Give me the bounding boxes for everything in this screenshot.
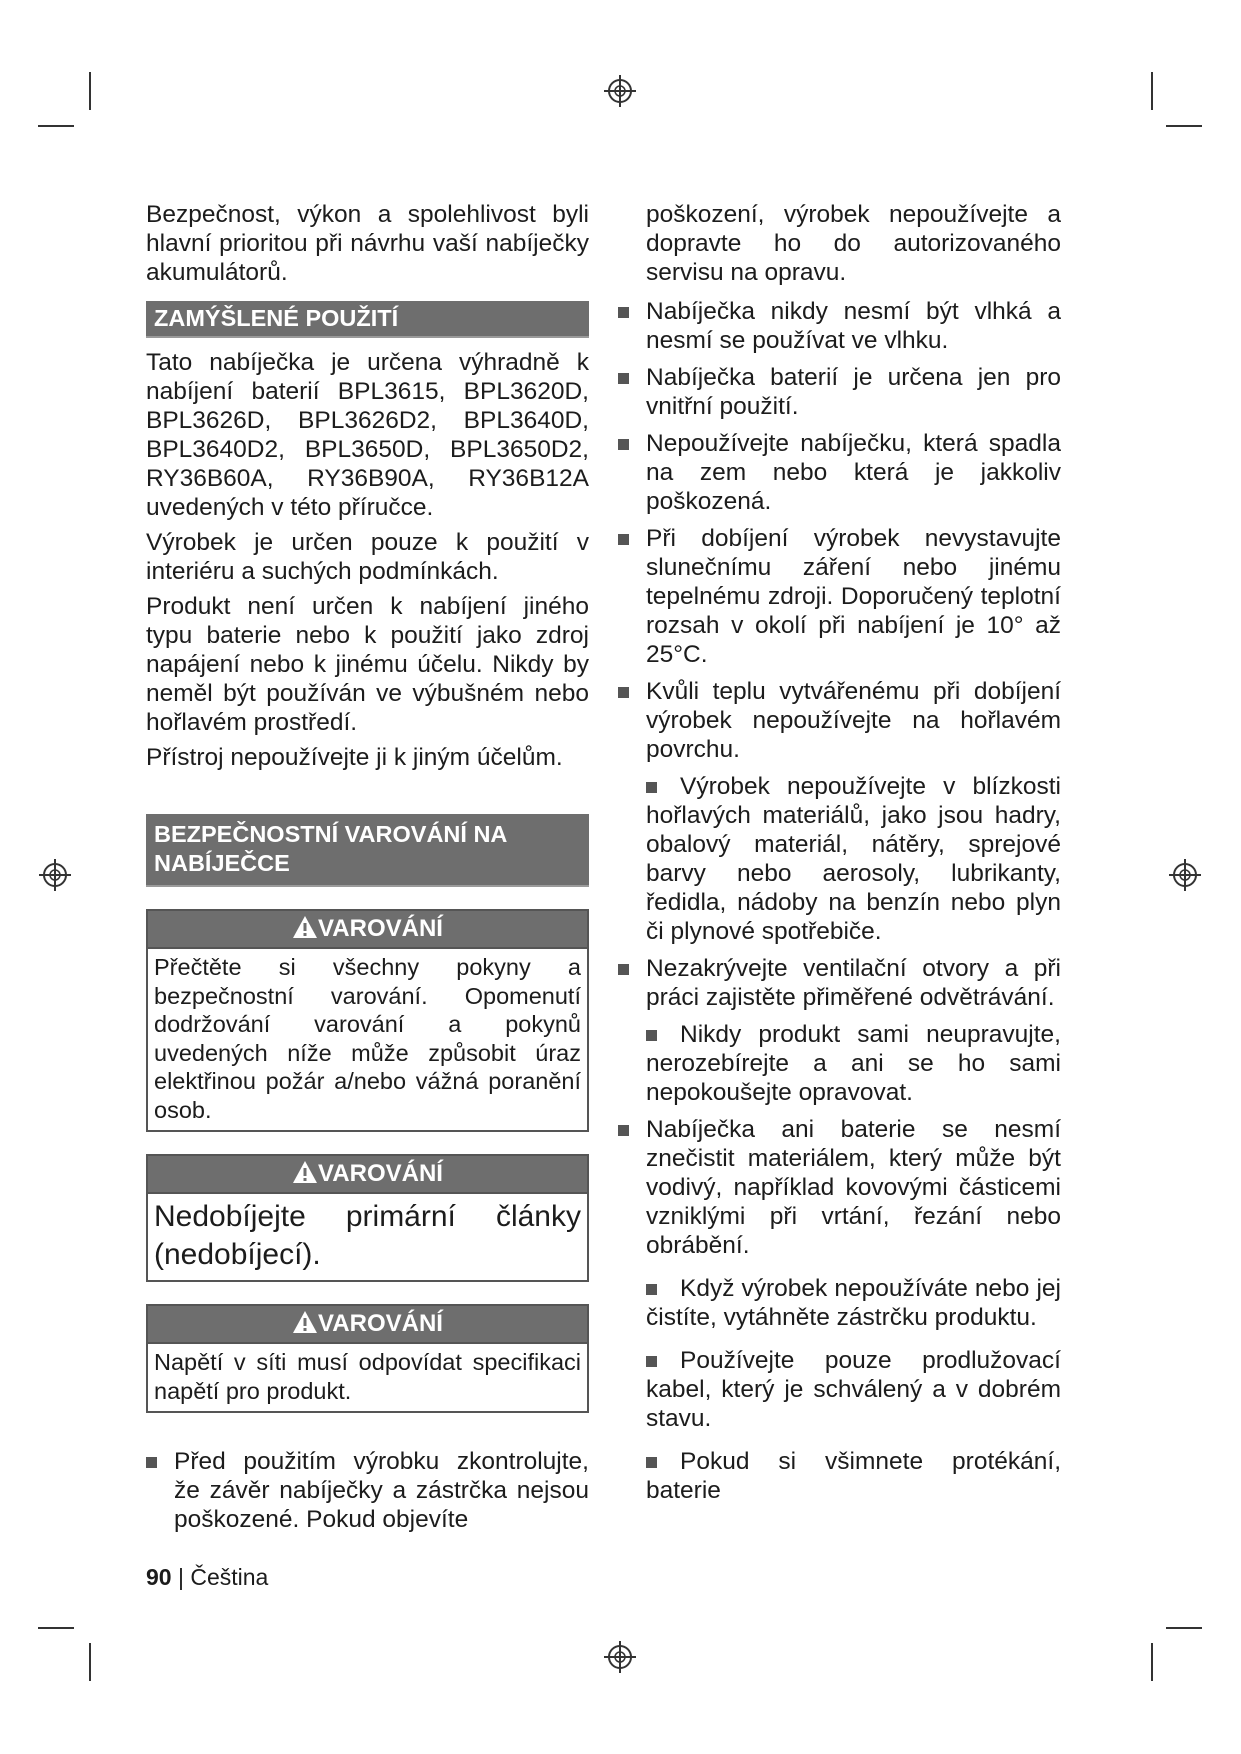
warning-text: Nedobíjejte primární články (nedobíjecí).	[154, 1200, 581, 1271]
warning-triangle-icon	[292, 1310, 318, 1334]
list-item-text: Používejte pouze prodlužovací kabel, který je schválený a v dobrém stavu.	[646, 1347, 1061, 1432]
warning-box	[146, 1154, 589, 1282]
warning-box	[146, 1304, 589, 1413]
warning-header	[148, 909, 587, 949]
bullet-icon	[618, 687, 629, 698]
intended-use-heading: ZAMÝŠLENÉ POUŽITÍ	[146, 301, 589, 338]
bullet-icon	[646, 782, 657, 793]
list-item-text: Při dobíjení výrobek nevystavujte slunečnímu záření nebo jinému tepelnému zdroji. Doporučený teplotní rozsah v okolí při nabíjení je 10° až 25°C.	[646, 525, 1061, 668]
list-item	[646, 1115, 1061, 1260]
intended-use-paragraph: Tato nabíječka je určena výhradně k nabíjení baterií BPL3615, BPL3620D, BPL3626D, BPL3626D2, BPL3640D, BPL3640D2, BPL3650D, BPL3650D2, RY36B60A, RY36B90A, RY36B12A uvedených v této příručce.	[146, 349, 589, 521]
list-item	[646, 1020, 1061, 1107]
intended-use-paragraph: Přístroj nepoužívejte ji k jiným účelům.	[146, 744, 563, 771]
crop-mark	[89, 1643, 91, 1681]
list-item	[646, 363, 1061, 421]
crop-mark	[1166, 1627, 1202, 1629]
bullet-icon	[618, 534, 629, 545]
list-item-text: Výrobek nepoužívejte v blízkosti hořlavých materiálů, jako jsou hadry, obalový materiál, nátěry, sprejové barvy nebo aerosoly, lubrikanty, ředidla, nádoby na benzín nebo plyn či plynové spotřebiče.	[646, 773, 1061, 945]
list-item-text: Nezakrývejte ventilační otvory a při práci zajistěte přiměřené odvětrávání.	[646, 955, 1061, 1011]
continuation-paragraph: poškození, výrobek nepoužívejte a dopravte ho do autorizovaného servisu na opravu.	[646, 201, 1061, 286]
list-item	[646, 1274, 1061, 1332]
list-item	[646, 954, 1061, 1012]
bullet-icon	[646, 1284, 657, 1295]
warning-header	[148, 1304, 587, 1344]
warning-triangle-icon	[292, 915, 318, 939]
warning-triangle-icon	[292, 1160, 318, 1184]
bullet-icon	[618, 964, 629, 975]
list-item	[146, 1447, 589, 1534]
crop-mark	[38, 125, 74, 127]
warning-title: VAROVÁNÍ	[318, 1310, 443, 1337]
warning-box	[146, 909, 589, 1132]
crop-mark	[89, 72, 91, 110]
warning-text: Napětí v síti musí odpovídat specifikaci napětí pro produkt.	[154, 1349, 581, 1404]
list-item-text: Když výrobek nepoužíváte nebo jej čistíte, vytáhněte zástrčku produktu.	[646, 1275, 1061, 1331]
intended-use-paragraph: Produkt není určen k nabíjení jiného typu baterie nebo k použití jako zdroj napájení nebo k jinému účelu. Nikdy by neměl být používán ve výbušném nebo hořlavém prostředí.	[146, 593, 589, 736]
list-item-text: Pokud si všimnete protékání, baterie	[646, 1448, 1061, 1504]
bullet-icon	[618, 373, 629, 384]
list-item	[646, 1447, 1061, 1505]
left-column	[146, 200, 589, 1542]
list-item-text: Nabíječka nikdy nesmí být vlhká a nesmí se používat ve vlhku.	[646, 298, 1061, 354]
crop-mark	[1151, 1643, 1153, 1681]
registration-mark-icon	[603, 1640, 637, 1674]
warning-text: Přečtěte si všechny pokyny a bezpečnostní varování. Opomenutí dodržování varování a pokynů uvedených níže může způsobit úraz elektřinou požár a/nebo vážná poranění osob.	[154, 954, 581, 1123]
safety-heading: BEZPEČNOSTNÍ VAROVÁNÍ NA NABÍJEČCE	[146, 814, 589, 887]
list-item	[646, 772, 1061, 946]
list-item	[646, 677, 1061, 764]
bullet-icon	[146, 1457, 157, 1468]
list-item	[646, 1346, 1061, 1433]
list-item-text: Před použitím výrobku zkontrolujte, že závěr nabíječky a zástrčka nejsou poškozené. Pokud objevíte	[174, 1448, 589, 1533]
crop-mark	[38, 1627, 74, 1629]
list-item-text: Kvůli teplu vytvářenému při dobíjení výrobek nepoužívejte na hořlavém povrchu.	[646, 678, 1061, 763]
list-item-text: Nabíječka baterií je určena jen pro vnitřní použití.	[646, 364, 1061, 420]
bullet-icon	[646, 1457, 657, 1468]
bullet-icon	[646, 1356, 657, 1367]
right-column	[646, 200, 1061, 1513]
registration-mark-icon	[38, 858, 72, 892]
list-item	[646, 429, 1061, 516]
registration-mark-icon	[1168, 858, 1202, 892]
crop-mark	[1151, 72, 1153, 110]
bullet-icon	[618, 1125, 629, 1136]
list-item	[646, 524, 1061, 669]
warning-title: VAROVÁNÍ	[318, 1160, 443, 1187]
bullet-icon	[618, 439, 629, 450]
intended-use-paragraph: Výrobek je určen pouze k použití v interiéru a suchých podmínkách.	[146, 529, 589, 585]
page-footer	[146, 1564, 268, 1591]
page-number: 90	[146, 1564, 172, 1590]
list-item-text: Nabíječka ani baterie se nesmí znečistit materiálem, který může být vodivý, například kovovými částicemi vzniklými při vrtání, řezání nebo obrábění.	[646, 1116, 1061, 1259]
crop-mark	[1166, 125, 1202, 127]
warning-header	[148, 1154, 587, 1194]
list-item-text: Nikdy produkt sami neupravujte, nerozebírejte a ani se ho sami nepokoušejte opravovat.	[646, 1021, 1061, 1106]
warning-title: VAROVÁNÍ	[318, 915, 443, 942]
list-item-text: Nepoužívejte nabíječku, která spadla na zem nebo která je jakkoliv poškozená.	[646, 430, 1061, 515]
footer-separator: |	[177, 1564, 184, 1590]
bullet-icon	[646, 1030, 657, 1041]
intro-paragraph: Bezpečnost, výkon a spolehlivost byli hlavní prioritou při návrhu vaší nabíječky akumulátorů.	[146, 201, 589, 286]
registration-mark-icon	[603, 74, 637, 108]
list-item	[646, 297, 1061, 355]
bullet-icon	[618, 307, 629, 318]
footer-language: Čeština	[190, 1564, 269, 1590]
